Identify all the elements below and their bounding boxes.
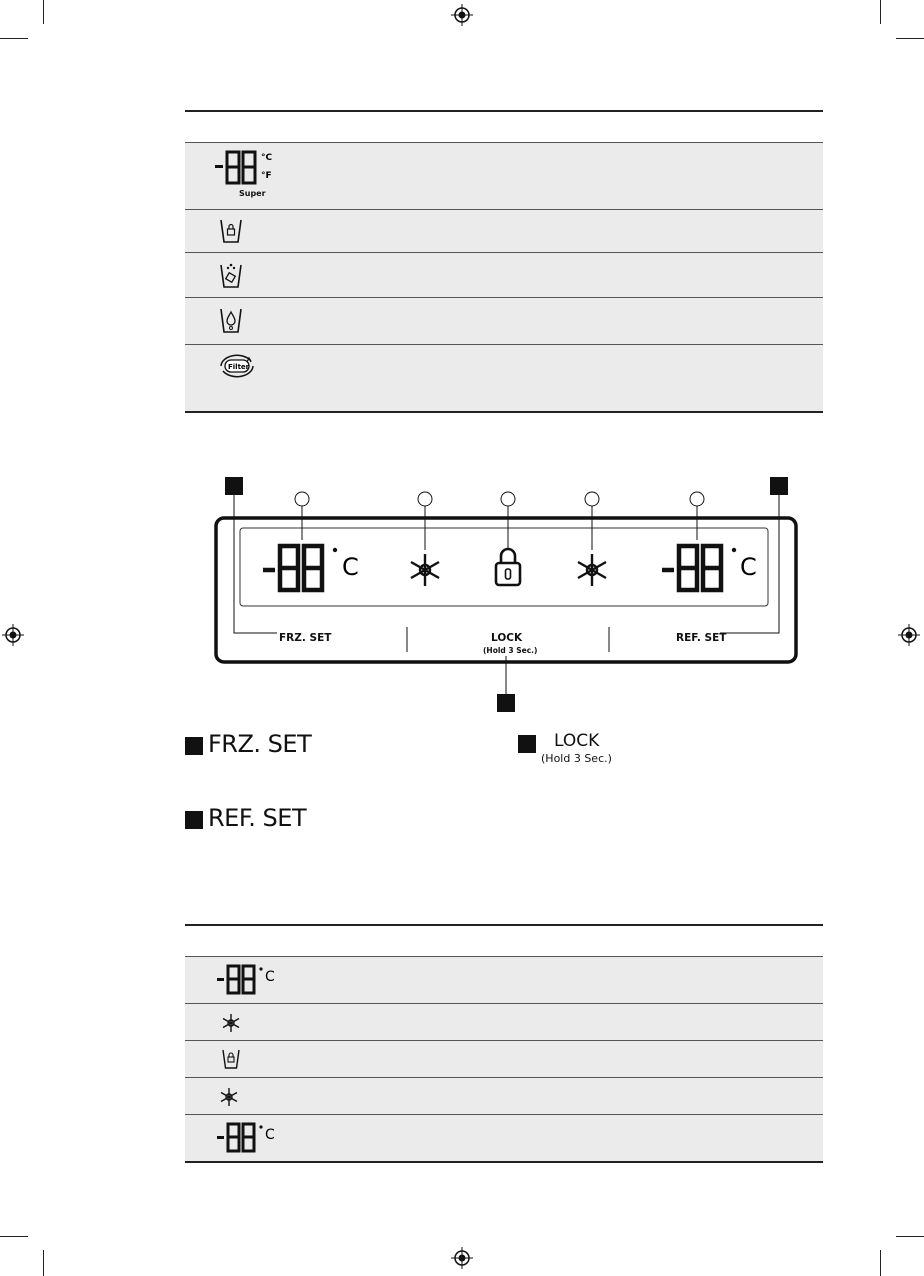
crop-mark [43,0,44,24]
crop-mark [880,1250,881,1276]
indicator-table-2 [185,924,823,1163]
left-unit: C [342,553,359,581]
table-row [185,1041,823,1078]
table-row [185,253,823,298]
dispenser-lock-icon [219,218,243,244]
legend-ref-set: REF. SET [208,804,307,832]
celsius-unit: °C [261,153,273,163]
control-panel-diagram [200,490,810,700]
filter-replace-icon [217,353,257,379]
crop-mark [896,38,924,39]
right-unit: C [740,553,757,581]
filter-label: Filter [228,363,250,371]
table-header [185,924,823,957]
lock-hold-label: (Hold 3 Sec.) [483,646,538,655]
crop-mark [880,0,881,24]
indicator-table-1 [185,110,823,413]
freezer-snowflake-icon [221,1013,241,1033]
table-header [185,110,823,143]
lock-icon [221,1048,241,1070]
legend-frz-set: FRZ. SET [208,730,312,758]
freezer-temperature-icon [217,963,297,997]
legend-lock-hold: (Hold 3 Sec.) [541,752,612,765]
svg-text:C: C [265,1127,275,1143]
crop-mark [43,1250,44,1276]
table-row [185,1115,823,1163]
lock-button[interactable]: LOCK [491,632,523,644]
registration-mark-icon [2,624,24,646]
table-row [185,345,823,413]
frz-set-button[interactable]: FRZ. SET [279,632,332,644]
fahrenheit-unit: °F [261,171,272,181]
registration-mark-icon [451,1247,473,1269]
svg-text:C: C [265,969,275,985]
crop-mark [896,1236,924,1237]
fridge-temperature-icon [217,1121,297,1155]
legend-box-1 [185,737,203,755]
legend-box-2 [185,811,203,829]
ref-set-button[interactable]: REF. SET [676,632,727,644]
table-row [185,143,823,210]
fridge-snowflake-icon [219,1087,239,1107]
legend-lock: LOCK [554,731,600,751]
ice-cube-dispense-icon [219,261,243,289]
table-row [185,1078,823,1115]
table-row [185,298,823,345]
crop-mark [0,1236,28,1237]
water-dispense-icon [219,306,243,334]
legend-box-3 [518,735,536,753]
super-label: Super [239,189,266,198]
table-row [185,957,823,1004]
table-row [185,210,823,253]
registration-mark-icon [898,624,920,646]
table-row [185,1004,823,1041]
seven-segment-temperature-icon [215,149,295,189]
crop-mark [0,38,28,39]
registration-mark-icon [451,4,473,26]
